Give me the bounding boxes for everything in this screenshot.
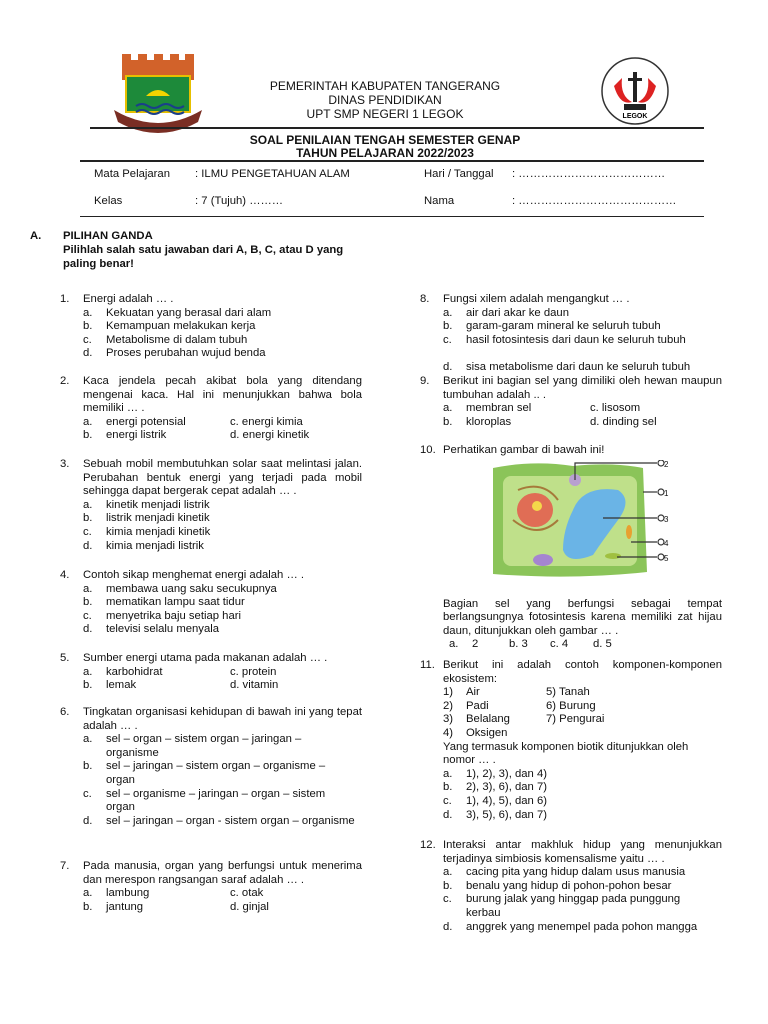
option-a[interactable]: 2 xyxy=(472,638,479,651)
option-row xyxy=(443,416,722,430)
subject-label: Mata Pelajaran xyxy=(94,168,170,180)
ecosystem-item xyxy=(443,727,722,741)
option-letter: b. xyxy=(83,760,93,773)
item-text: 3) xyxy=(443,713,454,726)
option-d[interactable] xyxy=(83,347,362,361)
question-stem: Sumber energi utama pada makanan adalah … . xyxy=(83,652,328,664)
option-text[interactable]: c. otak xyxy=(230,887,264,900)
option-letter: a. xyxy=(83,498,93,511)
exam-year: TAHUN PELAJARAN 2022/2023 xyxy=(296,146,474,160)
option-row xyxy=(83,416,362,430)
option-a[interactable] xyxy=(443,768,722,782)
dept-name: DINAS PENDIDIKAN xyxy=(328,93,442,107)
option-text: sel – organ – sistem organ – jaringan – organisme xyxy=(106,733,302,759)
plant-cell-diagram xyxy=(483,460,683,590)
option-d[interactable] xyxy=(83,623,362,637)
question-stem: Berikut ini bagian sel yang dimiliki oleh hewan maupun tumbuhan adalah .. . xyxy=(443,375,722,401)
option-letter: b. xyxy=(83,596,93,609)
option-text[interactable]: karbohidrat xyxy=(106,665,163,678)
option-text[interactable]: d. ginjal xyxy=(230,900,269,913)
question-text-after: Yang termasuk komponen biotik ditunjukkan oleh nomor … . xyxy=(443,740,689,767)
option-c[interactable] xyxy=(443,334,722,361)
question-number: 5. xyxy=(60,652,70,664)
option-b[interactable] xyxy=(83,320,362,334)
option-text: 1), 2), 3), dan 4) xyxy=(466,767,547,780)
option-d[interactable] xyxy=(443,921,722,935)
option-c[interactable] xyxy=(443,893,722,920)
option-letter: b. xyxy=(443,879,453,892)
option-text: garam-garam mineral ke seluruh tubuh xyxy=(466,320,661,333)
option-letter: c. xyxy=(443,893,452,906)
option-text[interactable]: c. lisosom xyxy=(590,402,641,415)
option-letter[interactable]: b. xyxy=(83,679,93,692)
option-a[interactable]: a. xyxy=(449,638,459,651)
question-stem: Tingkatan organisasi kehidupan di bawah ini yang tepat adalah … . xyxy=(83,706,362,732)
question-text-after: Bagian sel yang berfungsi sebagai tempat berlangsungnya fotosintesis karena memiliki zat hijau daun, ditunjukkan oleh gambar … . xyxy=(443,597,722,637)
question-stem: Kaca jendela pecah akibat bola yang ditendang mengenai kaca. Hal ini menunjukkan bahwa bola memiliki … . xyxy=(83,375,362,415)
option-letter: c. xyxy=(83,525,92,538)
info-top-border xyxy=(80,160,704,162)
ecosystem-item xyxy=(443,713,722,727)
option-letter: b. xyxy=(83,320,93,333)
option-text: sel – jaringan – organ - sistem organ – organisme xyxy=(106,814,355,827)
section-letter: A. xyxy=(30,230,42,242)
option-letter[interactable]: b. xyxy=(83,429,93,442)
option-letter: d. xyxy=(443,920,453,933)
subject-value: : ILMU PENGETAHUAN ALAM xyxy=(195,168,350,180)
option-a[interactable] xyxy=(83,733,362,760)
option-letter: a. xyxy=(83,306,93,319)
ecosystem-item xyxy=(443,686,722,700)
option-text: menyetrika baju setiap hari xyxy=(106,609,242,622)
option-letter: a. xyxy=(83,582,93,595)
option-text[interactable]: lemak xyxy=(106,679,137,692)
option-letter[interactable]: a. xyxy=(443,402,453,415)
option-letter: a. xyxy=(83,733,93,746)
option-letter[interactable]: a. xyxy=(83,415,93,428)
item-text: 6) Burung xyxy=(546,699,596,712)
option-text: burung jalak yang hinggap pada punggung kerbau xyxy=(466,893,681,919)
item-text: Padi xyxy=(466,699,489,712)
question-number: 9. xyxy=(420,375,430,387)
option-letter: d. xyxy=(83,347,93,360)
question-body xyxy=(443,293,722,375)
option-letter: c. xyxy=(83,609,92,622)
option-letter: b. xyxy=(83,512,93,525)
question-number: 4. xyxy=(60,569,70,581)
question-body xyxy=(443,659,722,822)
cell-figure xyxy=(443,460,722,590)
cell-label: 1 xyxy=(664,488,669,498)
tangerang-logo xyxy=(108,54,208,134)
question-body xyxy=(443,839,722,934)
question-body xyxy=(83,860,362,914)
option-row xyxy=(83,429,362,443)
option-c[interactable] xyxy=(83,334,362,348)
option-letter[interactable]: b. xyxy=(443,415,453,428)
option-letter: b. xyxy=(443,320,453,333)
option-b[interactable] xyxy=(83,512,362,526)
class-value: : 7 (Tujuh) ……… xyxy=(195,195,284,207)
question-stem: Pada manusia, organ yang berfungsi untuk menerima dan merespon rangsangan saraf adalah … . xyxy=(83,860,362,886)
option-text[interactable]: energi listrik xyxy=(106,429,167,442)
question-body xyxy=(83,706,362,842)
option-text: 2), 3), 6), dan 7) xyxy=(466,781,547,794)
option-text: Kemampuan melakukan kerja xyxy=(106,320,256,333)
name-field: : …………………………………… xyxy=(512,195,677,207)
question-stem: Berikut ini adalah contoh komponen-komponen ekosistem: xyxy=(443,659,722,685)
question-body xyxy=(83,458,362,553)
option-text: 3), 5), 6), dan 7) xyxy=(466,808,547,821)
option-text[interactable]: d. dinding sel xyxy=(590,415,657,428)
option-text: listrik menjadi kinetik xyxy=(106,512,210,525)
option-text[interactable]: membran sel xyxy=(466,402,532,415)
section-title: PILIHAN GANDA xyxy=(63,230,153,242)
question-number: 8. xyxy=(420,293,430,305)
option-text[interactable]: lambung xyxy=(106,887,150,900)
class-label: Kelas xyxy=(94,195,123,207)
inline-options xyxy=(443,638,722,652)
option-letter[interactable]: a. xyxy=(83,665,93,678)
option-c[interactable] xyxy=(83,526,362,540)
question-number: 7. xyxy=(60,860,70,872)
option-letter: a. xyxy=(443,866,453,879)
option-letter: d. xyxy=(83,623,93,636)
option-a[interactable] xyxy=(83,499,362,513)
option-text: 1), 4), 5), dan 6) xyxy=(466,794,547,807)
item-text: Belalang xyxy=(466,713,510,726)
option-row xyxy=(83,901,362,915)
option-text: cacing pita yang hidup dalam usus manusia xyxy=(466,866,686,879)
option-row xyxy=(83,887,362,901)
option-c[interactable] xyxy=(443,795,722,809)
option-letter: d. xyxy=(83,814,93,827)
question-stem: Contoh sikap menghemat energi adalah … . xyxy=(83,569,305,581)
option-d[interactable] xyxy=(443,361,722,375)
option-text: Proses perubahan wujud benda xyxy=(106,347,266,360)
option-letter: d. xyxy=(83,539,93,552)
question-stem: Interaksi antar makhluk hidup yang menunjukkan terjadinya simbiosis komensalisme yaitu … . xyxy=(443,839,722,865)
option-text: air dari akar ke daun xyxy=(466,306,569,319)
option-b[interactable] xyxy=(83,760,362,787)
school-name: UPT SMP NEGERI 1 LEGOK xyxy=(306,107,464,121)
cell-label: 3 xyxy=(664,514,669,524)
option-a[interactable] xyxy=(83,307,362,321)
cell-label: 2 xyxy=(664,459,669,469)
section-instruction: Pilihlah salah satu jawaban dari A, B, C, atau D yang paling benar! xyxy=(63,244,344,270)
item-text: 5) Tanah xyxy=(546,686,590,699)
option-letter: c. xyxy=(83,787,92,800)
option-letter[interactable]: b. xyxy=(83,900,93,913)
option-text: kimia menjadi kinetik xyxy=(106,525,211,538)
option-letter: c. xyxy=(443,794,452,807)
question-number: 2. xyxy=(60,375,70,387)
option-text[interactable]: kloroplas xyxy=(466,415,512,428)
question-number: 3. xyxy=(60,458,70,470)
option-text: Metabolisme di dalam tubuh xyxy=(106,333,248,346)
option-text[interactable]: c. energi kimia xyxy=(230,415,303,428)
gov-name: PEMERINTAH KABUPATEN TANGERANG xyxy=(269,79,501,93)
option-text: hasil fotosintesis dari daun ke seluruh tubuh xyxy=(466,333,686,346)
cell-label: 4 xyxy=(664,538,669,548)
question-number: 12. xyxy=(420,839,436,851)
option-text: kinetik menjadi listrik xyxy=(106,498,210,511)
option-c[interactable] xyxy=(83,610,362,624)
question-body xyxy=(443,375,722,429)
option-text[interactable]: energi potensial xyxy=(106,415,186,428)
option-letter: c. xyxy=(443,333,452,346)
question-body xyxy=(83,569,362,637)
school-logo xyxy=(600,56,670,126)
question-stem: Sebuah mobil membutuhkan solar saat melintasi jalan. Perubahan bentuk energi yang terjadi pada mobil sehingga dapat bergerak cepat adalah … . xyxy=(83,458,362,498)
date-field: : ………………………………… xyxy=(512,168,666,180)
option-text: kimia menjadi listrik xyxy=(106,539,204,552)
option-text: mematikan lampu saat tidur xyxy=(106,596,245,609)
option-text: televisi selalu menyala xyxy=(106,623,220,636)
option-a[interactable] xyxy=(443,307,722,321)
option-row xyxy=(83,679,362,693)
item-text: Air xyxy=(466,686,480,699)
question-body xyxy=(83,652,362,693)
option-d[interactable] xyxy=(83,815,362,842)
option-b[interactable] xyxy=(83,596,362,610)
item-text: 1) xyxy=(443,686,454,699)
option-letter: d. xyxy=(443,360,453,373)
info-bottom-border xyxy=(80,216,704,217)
option-c[interactable] xyxy=(83,788,362,815)
ecosystem-item xyxy=(443,700,722,714)
option-letter: a. xyxy=(443,306,453,319)
item-text: 7) Pengurai xyxy=(546,713,605,726)
item-text: 4) xyxy=(443,726,454,739)
option-text: sel – jaringan – sistem organ – organisme – organ xyxy=(106,760,326,786)
header-divider xyxy=(90,127,704,129)
option-d[interactable] xyxy=(83,540,362,554)
option-letter[interactable]: a. xyxy=(83,887,93,900)
option-text: Kekuatan yang berasal dari alam xyxy=(106,306,272,319)
option-b[interactable] xyxy=(443,880,722,894)
svg-text:LEGOK: LEGOK xyxy=(622,113,648,120)
question-number: 10. xyxy=(420,444,436,456)
cell-label: 5 xyxy=(664,553,669,563)
option-d[interactable]: d. 5 xyxy=(593,638,612,651)
question-body xyxy=(83,293,362,361)
option-b[interactable] xyxy=(443,781,722,795)
name-label: Nama xyxy=(424,195,455,207)
option-row xyxy=(83,666,362,680)
option-text: anggrek yang menempel pada pohon mangga xyxy=(466,920,698,933)
option-letter: d. xyxy=(443,808,453,821)
option-b[interactable] xyxy=(443,320,722,334)
item-text: 2) xyxy=(443,699,454,712)
option-b[interactable]: b. 3 xyxy=(509,638,528,651)
question-body xyxy=(83,375,362,443)
question-stem: Energi adalah … . xyxy=(83,293,174,305)
question-body xyxy=(443,444,722,652)
option-a[interactable] xyxy=(443,866,722,880)
exam-title: SOAL PENILAIAN TENGAH SEMESTER GENAP xyxy=(249,133,521,147)
question-stem: Perhatikan gambar di bawah ini! xyxy=(443,444,605,456)
option-row xyxy=(443,402,722,416)
option-a[interactable] xyxy=(83,583,362,597)
option-text[interactable]: d. energi kinetik xyxy=(230,429,310,442)
question-number: 6. xyxy=(60,706,70,718)
option-c[interactable]: c. 4 xyxy=(550,638,569,651)
option-text: benalu yang hidup di pohon-pohon besar xyxy=(466,879,672,892)
question-stem: Fungsi xilem adalah mengangkut … . xyxy=(443,293,630,305)
option-d[interactable] xyxy=(443,809,722,823)
option-letter: c. xyxy=(83,333,92,346)
option-text[interactable]: jantung xyxy=(106,900,144,913)
option-text: sel – organisme – jaringan – organ – sistem organ xyxy=(106,787,326,814)
item-text: Oksigen xyxy=(466,726,508,739)
option-letter: b. xyxy=(443,781,453,794)
option-text[interactable]: d. vitamin xyxy=(230,679,279,692)
option-letter: a. xyxy=(443,767,453,780)
question-number: 1. xyxy=(60,293,70,305)
option-text: sisa metabolisme dari daun ke seluruh tubuh xyxy=(466,360,691,373)
option-text: membawa uang saku secukupnya xyxy=(106,582,277,595)
question-number: 11. xyxy=(420,659,435,671)
option-text[interactable]: c. protein xyxy=(230,665,277,678)
date-label: Hari / Tanggal xyxy=(424,168,494,180)
